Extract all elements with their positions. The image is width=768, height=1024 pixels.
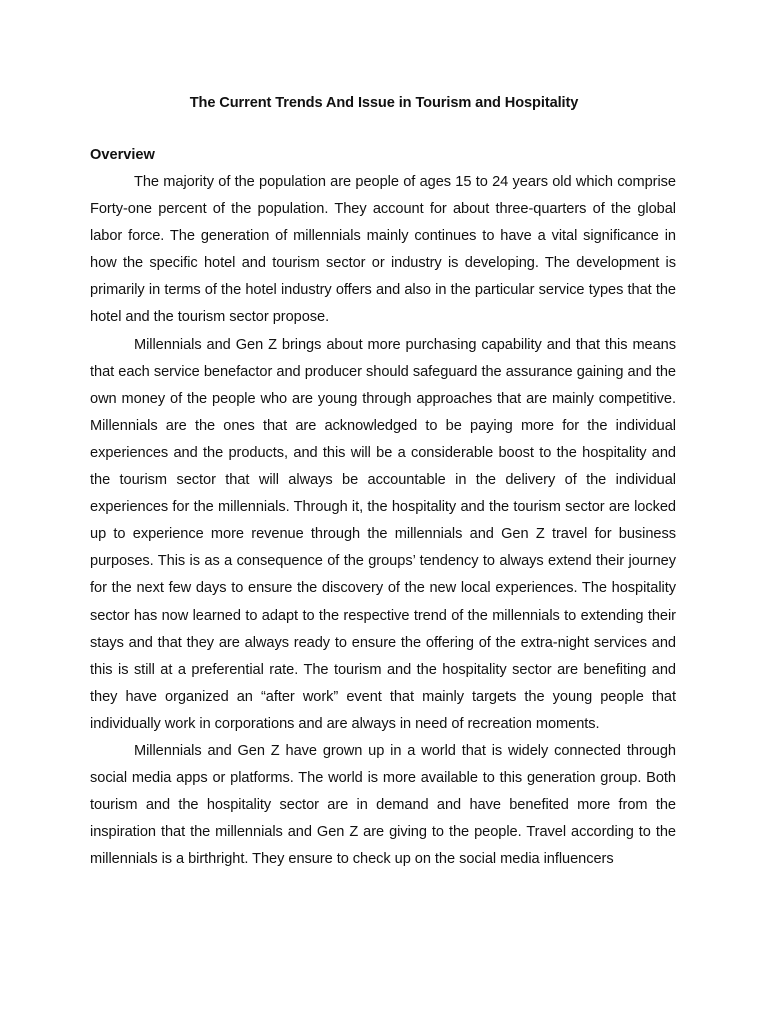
paragraph-3: Millennials and Gen Z have grown up in a world that is widely connected through social media apps or platforms. The world is more available to this generation group. Both tourism and the hospitality sector are in demand and have benefited more from the inspiration that the millennials and Gen Z are giving to the people. Travel according to the millennials is a birthright. They ensure to check up on the social media influencers (90, 742, 676, 868)
document-title: The Current Trends And Issue in Tourism and Hospitality (189, 95, 579, 111)
paragraph-1: The majority of the population are people of ages 15 to 24 years old which comprise Forty-one percent of the population. They account for about three-quarters of the global labor force. The generation of millennials mainly continues to have a vital significance in how the specific hotel and tourism sector or industry is developing. The development is primarily in terms of the hotel industry offers and also in the particular service types that the hotel and the tourism sector propose. (90, 174, 676, 326)
paragraph-2: Millennials and Gen Z brings about more purchasing capability and that this means that each service benefactor and producer should safeguard the assurance gaining and the own money of the people who are young through approaches that are mainly competitive. Millennials are the ones that are acknowledged to be paying more for the individual experiences and the products, and this will be a considerable boost to the hospitality and the tourism sector that will always be accountable in the delivery of the individual experiences for the millennials. Through it, the hospitality and the tourism sector are locked up to experience more revenue through the millennials and Gen Z travel for business purposes. This is as a consequence of the groups’ tendency to always extend their journey for the next few days to ensure the discovery of the new local experiences. The hospitality sector has now learned to adapt to the respective trend of the millennials to extending their stays and that they are always ready to ensure the offering of the extra-night services and this is still at a preferential rate. The tourism and the hospitality sector are benefiting and they have organized an “after work” event that mainly targets the young people that individually work in corporations and are always in need of recreation moments. (90, 336, 676, 732)
document-body (90, 169, 676, 873)
section-heading-overview: Overview (90, 147, 155, 163)
